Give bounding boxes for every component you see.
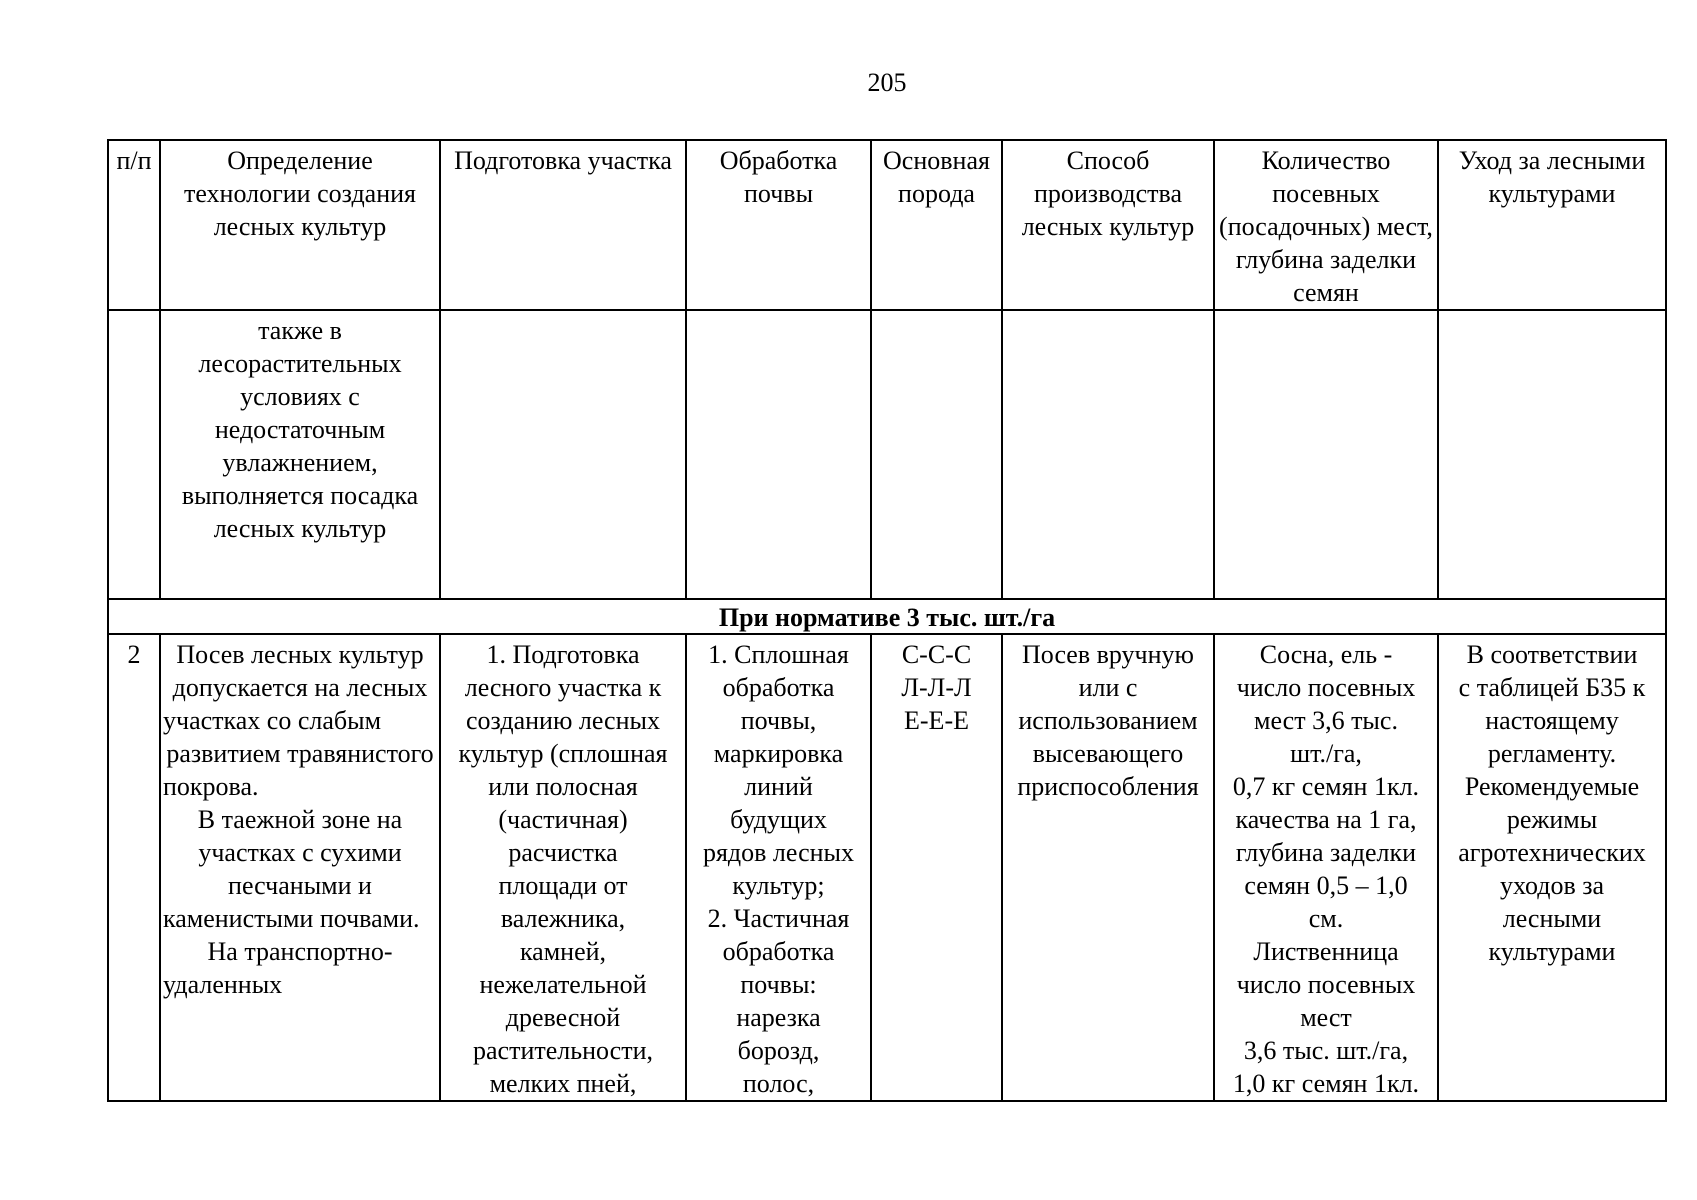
cell-soil-treatment: [686, 310, 871, 599]
cell-production-method: [1002, 310, 1214, 599]
table-row-2: [108, 634, 1666, 1101]
cell-soil-treatment: 1. Сплошная обработка почвы, маркировка линий будущих рядов лесных культур; 2. Частичная обработка почвы: нарезка борозд, полос,: [686, 634, 871, 1101]
header-site-preparation: Подготовка участка: [440, 140, 686, 310]
header-care: Уход за лесными культурами: [1438, 140, 1666, 310]
cell-site-preparation: 1. Подготовка лесного участка к созданию лесных культур (сплошная или полосная (частичная) расчистка площади от валежника, камней, нежелательной древесной растительности, мелких пней,: [440, 634, 686, 1101]
forest-culture-table: [107, 139, 1667, 1102]
header-num: п/п: [108, 140, 160, 310]
section-row: [108, 599, 1666, 634]
header-main-species: Основная порода: [871, 140, 1002, 310]
cell-care: [1438, 310, 1666, 599]
cell-main-species: [871, 310, 1002, 599]
header-row: [108, 140, 1666, 310]
header-technology: Определение технологии создания лесных культур: [160, 140, 440, 310]
table-row-continuation: [108, 310, 1666, 599]
cell-num: 2: [108, 634, 160, 1101]
cell-production-method: Посев вручную или с использованием высевающего приспособления: [1002, 634, 1214, 1101]
cell-care: В соответствии с таблицей Б35 к настоящему регламенту. Рекомендуемые режимы агротехнических уходов за лесными культурами: [1438, 634, 1666, 1101]
cell-technology: Посев лесных культур допускается на лесных участках со слабым развитием травянистого покрова. В таежной зоне на участках с сухими песчаными и каменистыми почвами. На транспортно-удаленных: [160, 634, 440, 1101]
cell-main-species: С-С-С Л-Л-Л Е-Е-Е: [871, 634, 1002, 1101]
header-production-method: Способ производства лесных культур: [1002, 140, 1214, 310]
cell-planting-quantity: Сосна, ель - число посевных мест 3,6 тыс. шт./га, 0,7 кг семян 1кл. качества на 1 га, глубина заделки семян 0,5 – 1,0 см. Лиственница число посевных мест 3,6 тыс. шт./га, 1,0 кг семян 1кл.: [1214, 634, 1438, 1101]
page-number: 205: [867, 68, 907, 97]
section-title: При нормативе 3 тыс. шт./га: [108, 599, 1666, 634]
cell-planting-quantity: [1214, 310, 1438, 599]
cell-site-preparation: [440, 310, 686, 599]
header-planting-quantity: Количество посевных (посадочных) мест, глубина заделки семян: [1214, 140, 1438, 310]
header-soil-treatment: Обработка почвы: [686, 140, 871, 310]
cell-technology: также в лесорастительных условиях с недостаточным увлажнением, выполняется посадка лесных культур: [160, 310, 440, 599]
cell-num: [108, 310, 160, 599]
